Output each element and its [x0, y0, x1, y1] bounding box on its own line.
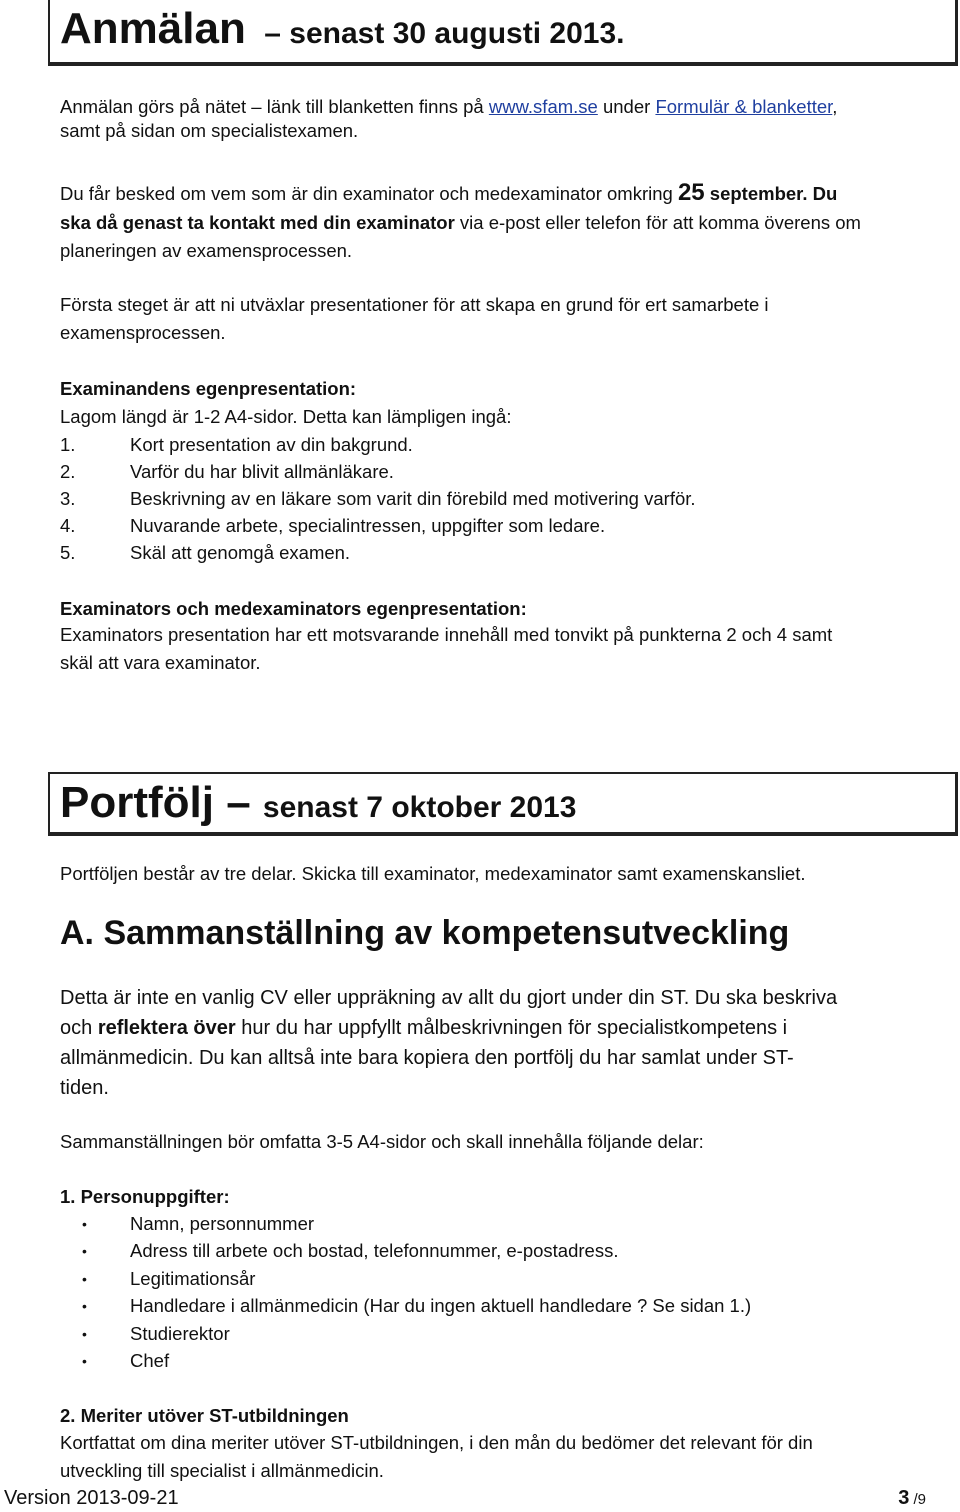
- list-item: Varför du har blivit allmänläkare.: [130, 461, 394, 482]
- examinator-heading: Examinators och medexaminators egenpresentation:: [60, 598, 527, 619]
- list-item: Skäl att genomgå examen.: [130, 542, 351, 563]
- list-item: Beskrivning av en läkare som varit din förebild med motivering varför.: [130, 488, 696, 509]
- title-box-portfolj: [48, 772, 958, 836]
- list-number: 4.: [60, 515, 76, 536]
- section-a-heading: A. Sammanställning av kompetensutveckling: [60, 914, 790, 952]
- bullet-icon: •: [82, 1243, 87, 1259]
- list-number: 2.: [60, 461, 76, 482]
- list-item: Chef: [130, 1350, 170, 1371]
- detta-line-2: och reflektera över hur du har uppfyllt målbeskrivningen för specialistkompetens i: [60, 1017, 788, 1039]
- forsta-line-1: Första steget är att ni utväxlar presentationer för att skapa en grund för ert samarbete i: [60, 294, 769, 315]
- list-item: Handledare i allmänmedicin (Har du ingen aktuell handledare ? Se sidan 1.): [130, 1295, 752, 1316]
- list-item: Namn, personnummer: [130, 1213, 315, 1234]
- portfolj-intro: Portföljen består av tre delar. Skicka till examinator, medexaminator samt examenskansliet.: [60, 863, 806, 884]
- meriter-line-1: Kortfattat om dina meriter utöver ST-utbildningen, i den mån du bedömer det relevant för din: [60, 1432, 813, 1453]
- besked-line-3: planeringen av examensprocessen.: [60, 240, 353, 261]
- page-number: 3 /9: [898, 1487, 926, 1509]
- bullet-icon: •: [82, 1271, 87, 1287]
- detta-line-4: tiden.: [60, 1077, 109, 1099]
- version-label: Version 2013-09-21: [4, 1487, 179, 1509]
- examinator-line-1: Examinators presentation har ett motsvarande innehåll med tonvikt på punkterna 2 och 4 samt: [60, 624, 833, 645]
- list-number: 5.: [60, 542, 76, 563]
- title-box-anmalan: [48, 0, 958, 66]
- intro-line-1: Anmälan görs på nätet – länk till blanketten finns på www.sfam.se under Formulär & blanketter,: [60, 96, 838, 117]
- bullet-icon: •: [82, 1326, 87, 1342]
- list-item: Legitimationsår: [130, 1268, 256, 1289]
- list-number: 1.: [60, 434, 76, 455]
- detta-line-1: Detta är inte en vanlig CV eller uppräkning av allt du gjort under din ST. Du ska beskriva: [60, 987, 838, 1009]
- bullet-icon: •: [82, 1353, 87, 1369]
- forsta-line-2: examensprocessen.: [60, 322, 226, 343]
- sfam-link[interactable]: www.sfam.se: [488, 96, 598, 117]
- list-number: 3.: [60, 488, 76, 509]
- besked-line-2: ska då genast ta kontakt med din examinator via e-post eller telefon för att komma överens om: [60, 212, 861, 233]
- page-title: Anmälan – senast 30 augusti 2013.: [60, 4, 625, 53]
- samman-text: Sammanställningen bör omfatta 3-5 A4-sidor och skall innehålla följande delar:: [60, 1131, 704, 1152]
- list-item: Kort presentation av din bakgrund.: [130, 434, 413, 455]
- examinand-lead: Lagom längd är 1-2 A4-sidor. Detta kan lämpligen ingå:: [60, 406, 512, 427]
- detta-line-3: allmänmedicin. Du kan alltså inte bara kopiera den portfölj du har samlat under ST-: [60, 1047, 794, 1069]
- bullet-icon: •: [82, 1298, 87, 1314]
- list-item: Adress till arbete och bostad, telefonnummer, e-postadress.: [130, 1240, 619, 1261]
- meriter-heading: 2. Meriter utöver ST-utbildningen: [60, 1405, 349, 1426]
- list-item: Studierektor: [130, 1323, 230, 1344]
- examinator-line-2: skäl att vara examinator.: [60, 652, 261, 673]
- list-item: Nuvarande arbete, specialintressen, uppgifter som ledare.: [130, 515, 606, 536]
- formular-link[interactable]: Formulär & blanketter: [655, 96, 833, 117]
- besked-line-1: Du får besked om vem som är din examinator och medexaminator omkring 25 september. Du: [60, 179, 838, 206]
- bullet-icon: •: [82, 1216, 87, 1232]
- intro-line-2: samt på sidan om specialistexamen.: [60, 120, 359, 141]
- section-title: Portfölj – senast 7 oktober 2013: [60, 778, 577, 827]
- examinand-heading: Examinandens egenpresentation:: [60, 378, 357, 399]
- personuppgifter-heading: 1. Personuppgifter:: [60, 1186, 230, 1207]
- meriter-line-2: utveckling till specialist i allmänmedicin.: [60, 1460, 384, 1481]
